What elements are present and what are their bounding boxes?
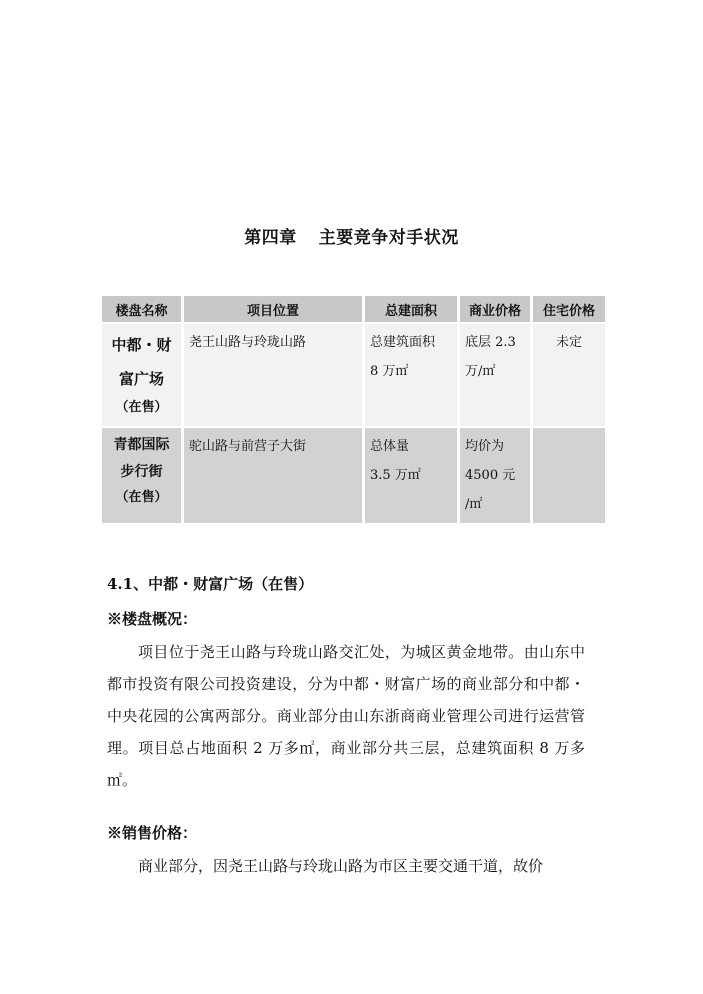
header-location: 项目位置 [184,296,362,322]
chapter-title [0,223,703,248]
cell-residential-price [533,324,605,426]
table-row [102,324,605,426]
cell-commercial-price [460,324,530,426]
header-commercial-price: 商业价格 [460,296,530,322]
cell-residential-price [533,428,605,523]
overview-heading: ※楼盘概况： [107,610,198,628]
cell-location [184,324,362,426]
chapter-name: 主要竞争对手状况 [318,228,459,248]
project-name-line: 步行街 [120,464,163,480]
location-text: 驼山路与前营子大街 [189,439,307,454]
commercial-price-line: 万/㎡ [465,364,496,379]
competitor-table [99,294,608,525]
project-name-line: 富广场 [118,370,164,388]
location-text: 尧王山路与玲珑山路 [189,335,307,350]
cell-project-name [102,324,181,426]
project-name-line: 青都国际 [113,437,170,453]
cell-total-area [365,428,457,523]
table-row [102,428,605,523]
project-status: （在售） [115,490,168,505]
area-line: 8 万㎡ [370,364,409,379]
area-line: 总建筑面积 [370,335,436,350]
project-status: （在售） [115,400,168,415]
commercial-price-line: 均价为 [465,439,505,454]
price-heading: ※销售价格： [107,824,198,842]
cell-total-area [365,324,457,426]
table-header-row [102,296,605,322]
commercial-price-line: 4500 元 [465,468,516,483]
cell-location [184,428,362,523]
commercial-price-line: /㎡ [465,497,483,512]
section-heading: 4.1、中都・财富广场（在售） [107,575,314,593]
header-project-name: 楼盘名称 [102,296,181,322]
project-name-line: 中都・财 [111,336,172,354]
area-line: 总体量 [370,439,410,454]
header-residential-price: 住宅价格 [533,296,605,322]
residential-price-text: 未定 [555,335,582,350]
cell-commercial-price [460,428,530,523]
commercial-price-line: 底层 2.3 [465,335,516,350]
overview-paragraph: 项目位于尧王山路与玲珑山路交汇处，为城区黄金地带。由山东中都市投资有限公司投资建设，分为中都・财富广场的商业部分和中都・中央花园的公寓两部分。商业部分由山东浙商商业管理公司进行运营管理。项目总占地面积 2 万多㎡，商业部分共三层，总建筑面积 8 万多㎡。 [107,643,585,789]
price-paragraph: 商业部分，因尧王山路与玲珑山路为市区主要交通干道，故价 [138,857,544,875]
chapter-number: 第四章 [244,228,297,248]
cell-project-name [102,428,181,523]
header-total-area: 总建面积 [365,296,457,322]
area-line: 3.5 万㎡ [370,468,421,483]
